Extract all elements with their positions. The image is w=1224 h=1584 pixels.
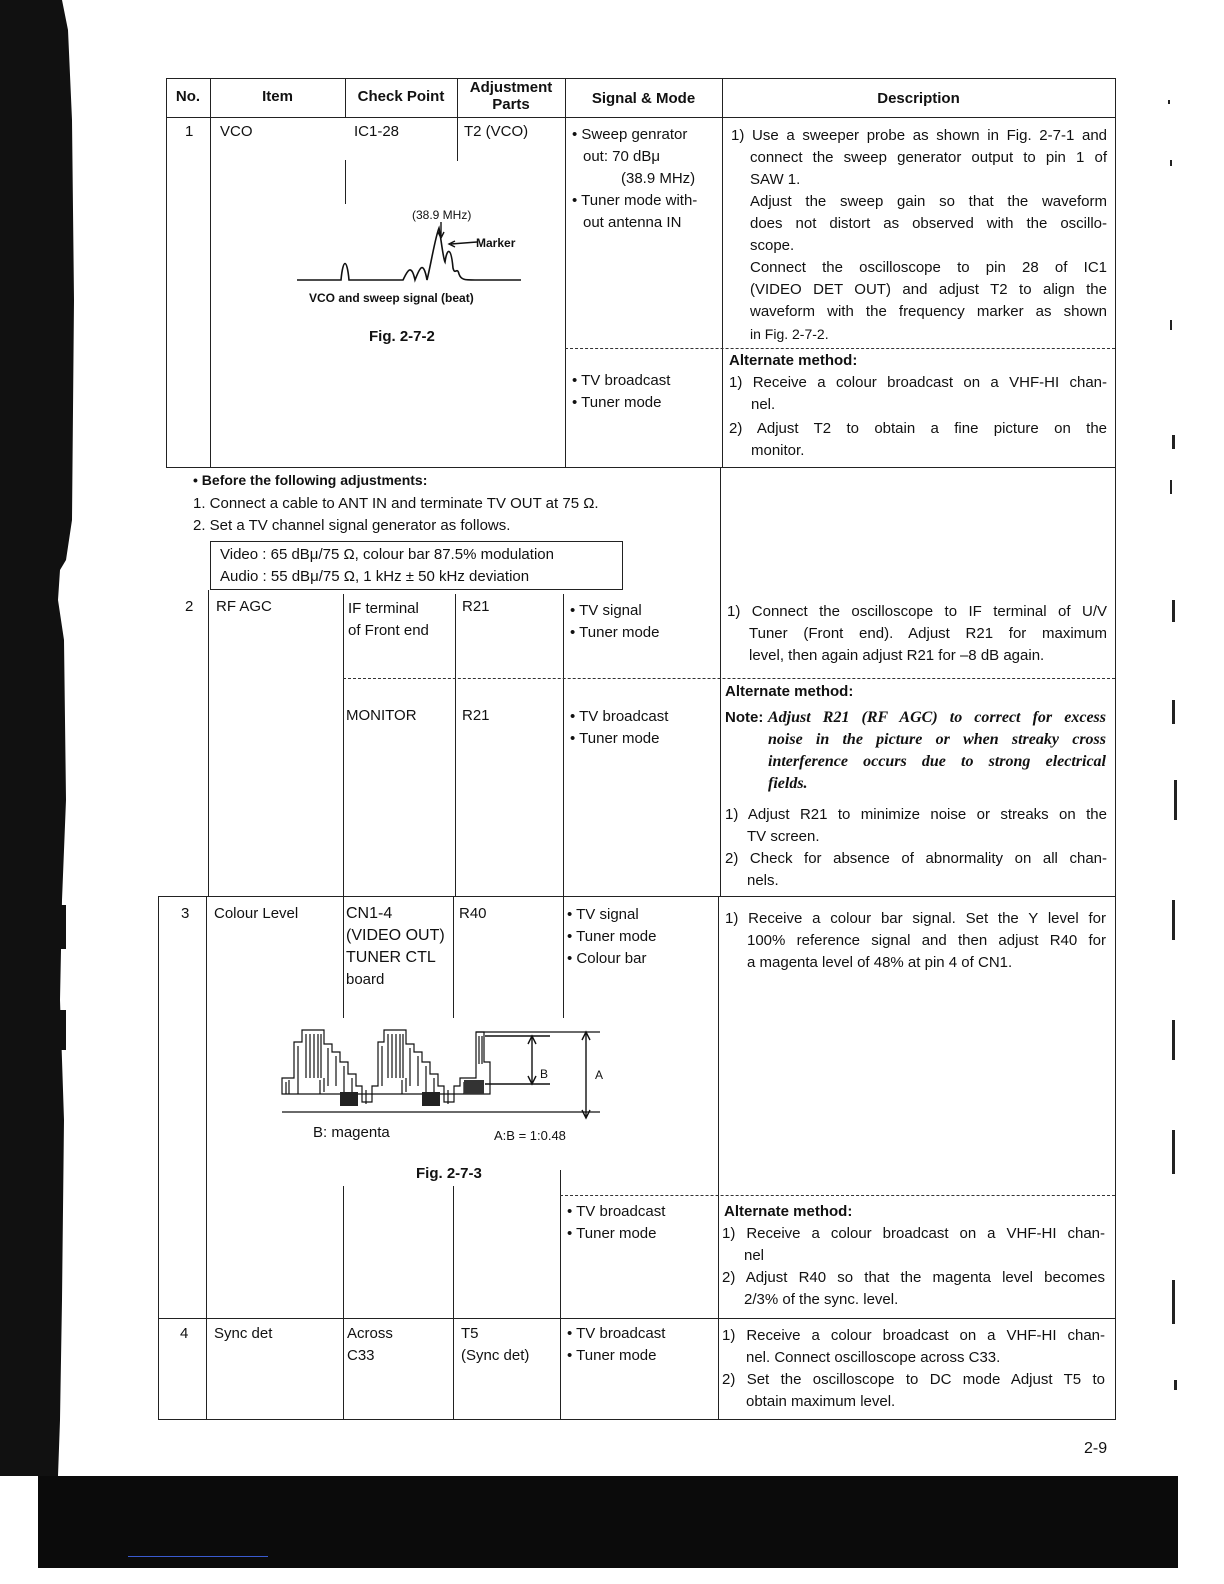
fig-2-7-2-label: Fig. 2-7-2	[369, 328, 435, 345]
header-no: No.	[175, 88, 201, 105]
row1-alt-signal-1: • TV broadcast	[572, 372, 671, 389]
header-signal-mode: Signal & Mode	[591, 90, 696, 107]
row3-alt-title: Alternate method:	[724, 1203, 853, 1220]
row3-check-point: CN1-4 (VIDEO OUT) TUNER CTL board	[346, 905, 445, 988]
table-bottom-border	[158, 1419, 1116, 1420]
row2-sep-5	[720, 594, 721, 896]
row1-alt-title: Alternate method:	[729, 352, 858, 369]
row1-alt-divider	[565, 348, 1115, 349]
before-desc-sep	[720, 467, 721, 595]
row3-signal: • TV signal • Tuner mode • Colour bar	[567, 906, 657, 967]
row3-no: 3	[181, 905, 190, 922]
header-check-point: Check Point	[357, 88, 445, 105]
row2-alt-adjustment: R21	[462, 707, 490, 724]
fig-2-7-3-ratio: A:B = 1:0.48	[494, 1128, 566, 1143]
row1-alt-description: 1) Receive a colour broadcast on a VHF-HI chan- nel. 2) Adjust T2 to obtain a fine picture on the monitor.	[729, 374, 1107, 459]
page-number: 2-9	[1084, 1440, 1108, 1457]
header-item: Item	[262, 88, 293, 105]
fig-2-7-3-label: Fig. 2-7-3	[416, 1165, 482, 1182]
row2-sep-4	[563, 594, 564, 896]
row4-no: 4	[180, 1325, 189, 1342]
scan-bottom-band	[38, 1476, 1178, 1568]
row4-check-point: Across C33	[347, 1325, 393, 1364]
fig-2-7-2-frequency: (38.9 MHz)	[412, 208, 472, 222]
row1-signal-5: out antenna IN	[583, 214, 682, 231]
header-description: Description	[877, 90, 960, 107]
row3-sep-4b	[560, 1170, 561, 1420]
row3-alt-signal: • TV broadcast • Tuner mode	[567, 1203, 666, 1242]
row3-sep-5	[718, 896, 719, 1420]
row2-check-point-2: of Front end	[348, 622, 429, 639]
row4-adjustment: T5 (Sync det)	[461, 1325, 530, 1364]
row1-item: VCO	[220, 123, 253, 140]
row1-description: 1) Use a sweeper probe as shown in Fig. 2-7-1 and connect the sweep generator output to pin 1 of SAW 1. Adjust the sweep gain so that the waveform does not distort as observed with the oscillo- scope. Connect the oscilloscope to pin 28 of IC1 (VIDEO DET OUT) and adjust T2 to align the waveform with the frequency marker as shown in Fig. 2-7-2.	[731, 127, 1107, 342]
row2-item: RF AGC	[216, 598, 272, 615]
row3-sep-1	[206, 896, 207, 1420]
table-right-border	[1115, 78, 1116, 1420]
row1-adjustment: T2 (VCO)	[464, 123, 529, 140]
row1-signal-1: • Sweep genrator	[572, 126, 688, 143]
row1-check-point: IC1-28	[354, 123, 400, 140]
row2-no: 2	[185, 598, 194, 615]
fig-2-7-3-b-label: B	[540, 1067, 549, 1081]
fig-2-7-2-waveform	[295, 218, 525, 284]
header-bottom-border	[166, 117, 1116, 118]
row3-sep-3a	[453, 896, 454, 1018]
row1-sep-5	[722, 117, 723, 467]
row1-signal-3: (38.9 MHz)	[621, 170, 696, 187]
row2-alt-signal-1: • TV broadcast	[570, 708, 669, 725]
row1-signal-2: out: 70 dBμ	[583, 148, 661, 165]
fig-2-7-3-colour-bar-waveform	[280, 1022, 610, 1122]
row2-adjustment: R21	[462, 598, 490, 615]
row1-sep-3a	[457, 117, 458, 161]
scan-right-edge-specks	[1150, 80, 1190, 1440]
signal-generator-audio: Audio : 55 dBμ/75 Ω, 1 kHz ± 50 kHz deviation	[220, 568, 530, 585]
row2-sep-3	[455, 594, 456, 896]
row4-item: Sync det	[214, 1325, 273, 1342]
row2-check-point-1: IF terminal	[348, 600, 419, 617]
row3-sep-2b	[343, 1186, 344, 1318]
row3-sep-4a	[563, 896, 564, 1018]
fig-2-7-2-caption: VCO and sweep signal (beat)	[309, 291, 474, 305]
row2-signal-2: • Tuner mode	[570, 624, 660, 641]
row1-signal-4: • Tuner mode with-	[572, 192, 698, 209]
header-adjustment-parts: Adjustment Parts	[469, 79, 553, 113]
row3-bottom-border	[158, 1318, 1116, 1319]
row1-sep-4	[565, 117, 566, 467]
row1-sep-1	[210, 117, 211, 467]
row3-description: 1) Receive a colour bar signal. Set the Y level for 100% reference signal and then adjust R40 for a magenta level of 48% at pin 4 of CN1.	[725, 910, 1106, 971]
row3-item: Colour Level	[214, 905, 299, 922]
row3-sep-3b	[453, 1186, 454, 1318]
table-left-border-lower	[158, 896, 159, 1420]
table-left-border	[166, 78, 167, 468]
scan-binding-edge	[0, 0, 110, 1584]
row1-sep-2a	[345, 160, 346, 204]
row2-note: Adjust R21 (RF AGC) to correct for excess noise in the picture or when streaky cross interference occurs due to strong electrical fields.	[768, 709, 1106, 792]
signal-generator-video: Video : 65 dBμ/75 Ω, colour bar 87.5% modulation	[220, 546, 554, 563]
row2-description: 1) Connect the oscilloscope to IF terminal of U/V Tuner (Front end). Adjust R21 for maximum level, then again adjust R21 for –8 dB again.	[727, 603, 1107, 664]
row3-adjustment: R40	[459, 905, 487, 922]
row2-signal-1: • TV signal	[570, 602, 642, 619]
row2-bottom-border	[158, 896, 1116, 897]
row2-sep-1	[208, 590, 209, 896]
row2-sep-2	[343, 594, 344, 896]
fig-2-7-3-a-label: A	[595, 1068, 604, 1082]
row1-alt-signal-2: • Tuner mode	[572, 394, 662, 411]
row4-sep-2	[343, 1318, 344, 1420]
fig-2-7-2-marker-label: Marker	[476, 236, 516, 250]
row2-alt-divider	[343, 678, 1115, 679]
row3-alt-divider	[560, 1195, 1115, 1196]
row4-sep-3	[453, 1318, 454, 1420]
table-top-border	[166, 78, 1116, 79]
row2-alt-title: Alternate method:	[725, 683, 854, 700]
before-title: • Before the following adjustments:	[193, 472, 428, 488]
row4-description: 1) Receive a colour broadcast on a VHF-HI chan- nel. Connect oscilloscope across C33. 2) Set the oscilloscope to DC mode Adjust T5 to obtain maximum level.	[722, 1327, 1105, 1410]
row1-bottom-border	[166, 467, 1116, 468]
row2-alt-signal-2: • Tuner mode	[570, 730, 660, 747]
scan-bottom-link-line	[128, 1556, 268, 1557]
row3-alt-description: 1) Receive a colour broadcast on a VHF-HI chan- nel 2) Adjust R40 so that the magenta level becomes 2/3% of the sync. level.	[722, 1225, 1105, 1308]
row1-no: 1	[185, 123, 194, 140]
before-step-1: 1. Connect a cable to ANT IN and terminate TV OUT at 75 Ω.	[193, 495, 599, 512]
row2-alt-description: 1) Adjust R21 to minimize noise or streaks on the TV screen. 2) Check for absence of abnormality on all chan- nels.	[725, 806, 1107, 889]
row2-alt-check-point: MONITOR	[346, 707, 417, 724]
fig-2-7-3-magenta-label: B: magenta	[313, 1124, 390, 1141]
row2-note-label: Note:	[725, 709, 764, 726]
row4-signal: • TV broadcast • Tuner mode	[567, 1325, 666, 1364]
before-step-2: 2. Set a TV channel signal generator as follows.	[193, 517, 511, 534]
row3-sep-2a	[343, 896, 344, 1018]
